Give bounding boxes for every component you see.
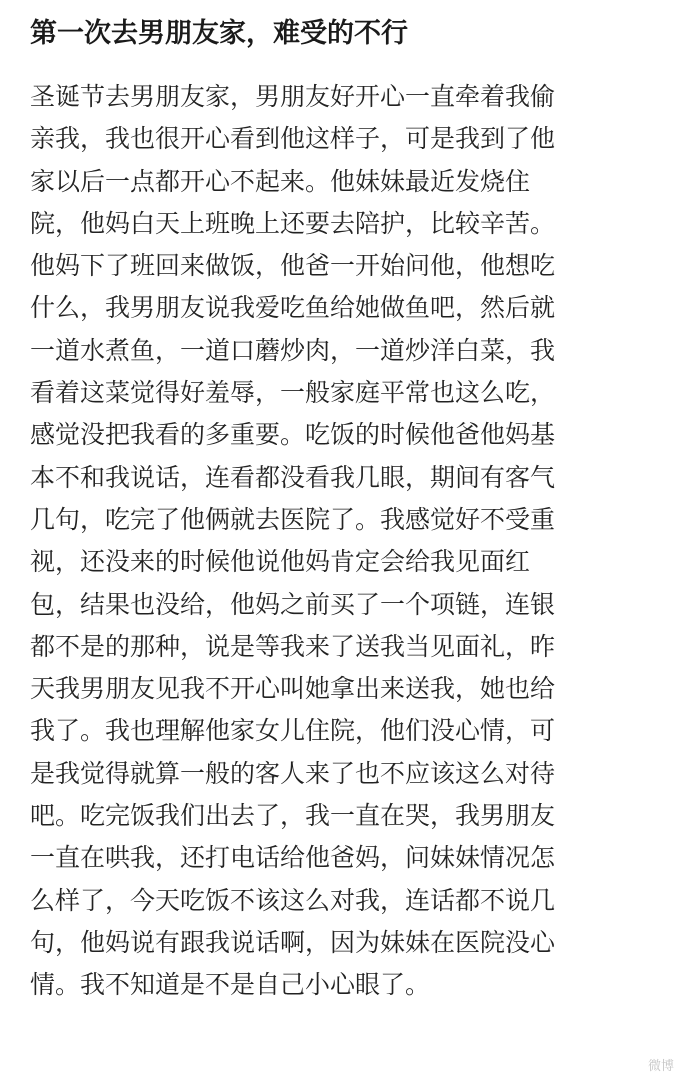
- post-line: 感觉没把我看的多重要。吃饭的时候他爸他妈基: [30, 420, 556, 450]
- post-line: 视，还没来的时候他说他妈肯定会给我见面红: [30, 547, 531, 577]
- post-line: 吧。吃完饭我们出去了，我一直在哭，我男朋友: [30, 801, 556, 831]
- post-line: 几句，吃完了他俩就去医院了。我感觉好不受重: [30, 504, 556, 534]
- post-line: 么样了，今天吃饭不该这么对我，连话都不说几: [30, 885, 556, 915]
- post-line: 都不是的那种，说是等我来了送我当见面礼，昨: [30, 631, 556, 661]
- watermark: 微博: [647, 1059, 674, 1074]
- post-line: 本不和我说话，连看都没看我几眼，期间有客气: [30, 462, 556, 492]
- post-line: 院，他妈白天上班晚上还要去陪护，比较辛苦。: [30, 208, 556, 238]
- post-line: 是我觉得就算一般的客人来了也不应该这么对待: [30, 758, 556, 788]
- post-line: 家以后一点都开心不起来。他妹妹最近发烧住: [30, 166, 531, 196]
- post-title: 第一次去男朋友家，难受的不行: [30, 18, 408, 49]
- post-line: 圣诞节去男朋友家，男朋友好开心一直牵着我偷: [30, 82, 556, 111]
- post-line: 情。我不知道是不是自己小心眼了。: [30, 970, 431, 1000]
- post-line: 句，他妈说有跟我说话啊，因为妹妹在医院没心: [30, 927, 556, 957]
- post-line: 亲我，我也很开心看到他这样子，可是我到了他: [30, 124, 556, 154]
- post-line: 一直在哄我，还打电话给他爸妈，问妹妹情况怎: [30, 843, 556, 873]
- post-line: 天我男朋友见我不开心叫她拿出来送我，她也给: [30, 674, 556, 704]
- post-line: 包，结果也没给，他妈之前买了一个项链，连银: [30, 589, 556, 619]
- post-line: 我了。我也理解他家女儿住院，他们没心情，可: [30, 716, 556, 746]
- post-line: 一道水煮鱼，一道口蘑炒肉，一道炒洋白菜，我: [30, 335, 556, 365]
- post-line: 他妈下了班回来做饭，他爸一开始问他，他想吃: [30, 251, 556, 281]
- post-line: 什么，我男朋友说我爱吃鱼给她做鱼吧，然后就: [30, 293, 556, 323]
- post-line: 看着这菜觉得好羞辱，一般家庭平常也这么吃，: [30, 378, 556, 408]
- post-body: [30, 76, 670, 1007]
